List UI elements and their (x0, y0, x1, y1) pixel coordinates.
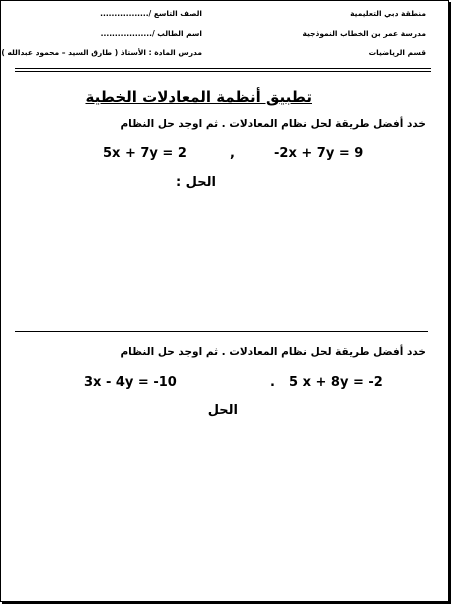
section-divider (15, 331, 428, 332)
teachers-label: مدرس المادة : الأستاذ ( طارق السيد – محمود عبدالله ) (1, 48, 202, 57)
region-label: منطقة دبي التعليمية (350, 9, 426, 18)
section2-equation-left: 3x - 4y = -10 (84, 375, 177, 390)
header-rule-top (15, 68, 431, 69)
student-name-field: اسم الطالب /.................. (100, 29, 202, 38)
page-title: تطبيق أنظمة المعادلات الخطية (85, 88, 312, 106)
section2-solution-label: الحل (207, 403, 238, 418)
school-label: مدرسة عمر بن الخطاب النموذجية (302, 29, 426, 38)
department-label: قسم الرياضيات (368, 48, 426, 57)
section1-solution-label: الحل : (175, 175, 216, 190)
section2-separator: . (270, 375, 275, 390)
section2-instruction: خدد أفضل طريقة لحل نظام المعادلات . ثم اوجد حل النظام (120, 346, 426, 358)
section2-equation-right: 5 x + 8y = -2 (289, 375, 383, 390)
section1-separator: , (230, 146, 235, 161)
section1-equation-right: -2x + 7y = 9 (274, 146, 364, 161)
section1-instruction: خدد أفضل طريقة لحل نظام المعادلات . ثم اوجد حل النظام (120, 118, 426, 130)
header-rule-bottom (15, 71, 431, 72)
section1-equation-left: 5x + 7y = 2 (103, 146, 187, 161)
grade-field: الصف التاسع /................. (100, 9, 202, 18)
